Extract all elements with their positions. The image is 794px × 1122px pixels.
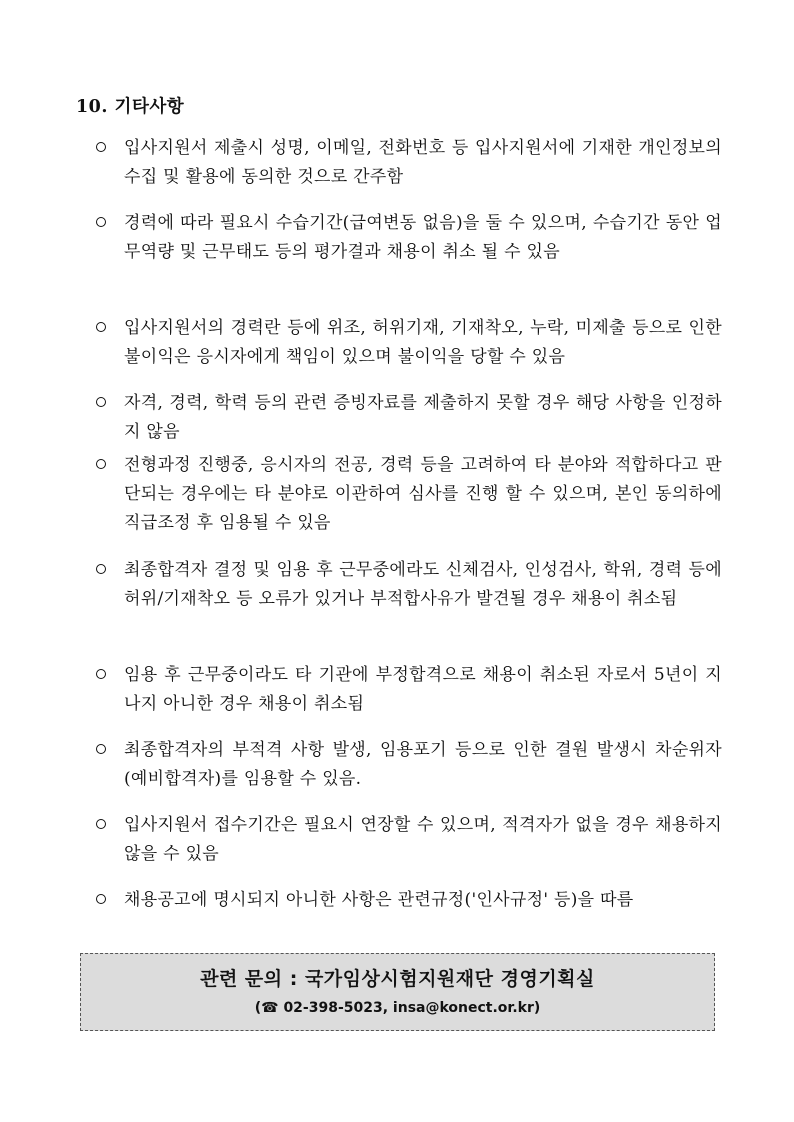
list-item-text: 경력에 따라 필요시 수습기간(급여변동 없음)을 둘 수 있으며, 수습기간 동안 업무역량 및 근무태도 등의 평가결과 채용이 취소 될 수 있음: [124, 213, 722, 262]
circle-bullet-icon: [96, 322, 106, 332]
circle-bullet-icon: [96, 459, 106, 469]
circle-bullet-icon: [96, 564, 106, 574]
circle-bullet-icon: [96, 744, 106, 754]
list-item-text: 최종합격자 결정 및 임용 후 근무중에라도 신체검사, 인성검사, 학위, 경력 등에 허위/기재착오 등 오류가 있거나 부적합사유가 발견될 경우 채용이 취소됨: [124, 560, 722, 609]
list-item-text: 입사지원서의 경력란 등에 위조, 허위기재, 기재착오, 누락, 미제출 등으로 인한 불이익은 응시자에게 책임이 있으며 불이익을 당할 수 있음: [124, 318, 722, 367]
list-item-text: 자격, 경력, 학력 등의 관련 증빙자료를 제출하지 못할 경우 해당 사항을 인정하지 않음: [124, 393, 722, 442]
list-item-text: 입사지원서 제출시 성명, 이메일, 전화번호 등 입사지원서에 기재한 개인정보의 수집 및 활용에 동의한 것으로 간주함: [124, 138, 722, 187]
list-item-text: 임용 후 근무중이라도 타 기관에 부정합격으로 채용이 취소된 자로서 5년이 지나지 아니한 경우 채용이 취소됨: [124, 665, 722, 714]
list-item-text: 최종합격자의 부적격 사항 발생, 임용포기 등으로 인한 결원 발생시 차순위자(예비합격자)를 임용할 수 있음.: [124, 740, 722, 789]
circle-bullet-icon: [96, 217, 106, 227]
contact-title: 관련 문의 : 국가임상시험지원재단 경영기획실: [200, 968, 595, 990]
circle-bullet-icon: [96, 819, 106, 829]
section-title: 10. 기타사항: [76, 97, 185, 117]
circle-bullet-icon: [96, 397, 106, 407]
circle-bullet-icon: [96, 669, 106, 679]
list-item-text: 채용공고에 명시되지 아니한 사항은 관련규정('인사규정' 등)을 따름: [124, 890, 634, 910]
circle-bullet-icon: [96, 894, 106, 904]
contact-detail: (☎ 02-398-5023, insa@konect.or.kr): [254, 1000, 541, 1016]
circle-bullet-icon: [96, 142, 106, 152]
list-item-text: 입사지원서 접수기간은 필요시 연장할 수 있으며, 적격자가 없을 경우 채용하지 않을 수 있음: [124, 815, 722, 864]
list-item-text: 전형과정 진행중, 응시자의 전공, 경력 등을 고려하여 타 분야와 적합하다고 판단되는 경우에는 타 분야로 이관하여 심사를 진행 할 수 있으며, 본인 동의하에 직급조정 후 임용될 수 있음: [124, 455, 722, 533]
contact-box: [80, 953, 715, 1031]
